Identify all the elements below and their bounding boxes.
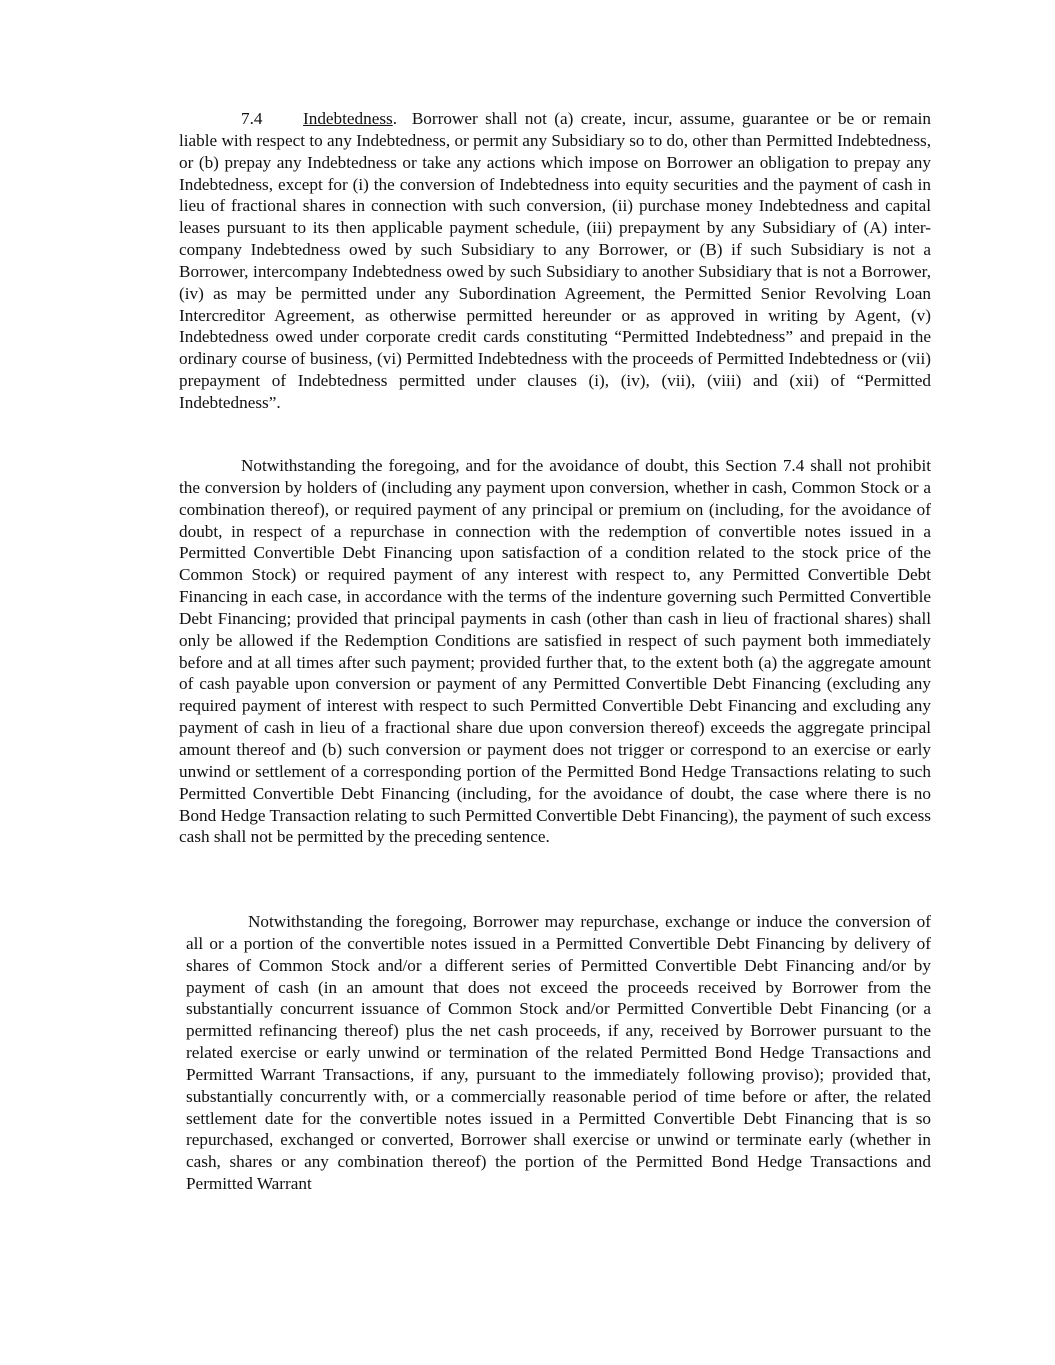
section-number: 7.4 bbox=[241, 109, 263, 128]
repurchase-paragraph: Notwithstanding the foregoing, Borrower may repurchase, exchange or induce the conversion of all or a portion of the convertible notes issued in a Permitted Convertible Debt Financing by delivery of shares of Common Stock and/or a different series of Permitted Convertible Debt Financing and/or by payment of cash (in an amount that does not exceed the proceeds received by Borrower from the substantially concurrent issuance of Common Stock and/or Permitted Convertible Debt Financing (or a permitted refinancing thereof) plus the net cash proceeds, if any, received by Borrower pursuant to the related exercise or early unwind or termination of the related Permitted Bond Hedge Transactions and Permitted Warrant Transactions, if any, pursuant to the immediately following proviso); provided that, substantially concurrently with, or a commercially reasonable period of time before or after, the related settlement date for the convertible notes issued in a Permitted Convertible Debt Financing that is so repurchased, exchanged or converted, Borrower shall exercise or unwind or terminate early (whether in cash, shares or any combination thereof) the portion of the Permitted Bond Hedge Transactions and Permitted Warrant bbox=[186, 912, 931, 1194]
section-heading-period: . bbox=[392, 109, 398, 128]
convertible-debt-paragraph: Notwithstanding the foregoing, and for the avoidance of doubt, this Section 7.4 shall not prohibit the conversion by holders of (including any payment upon conversion, whether in cash, Common Stock or a combination thereof), or required payment of any principal or premium on (including, for the avoidance of doubt, in respect of a repurchase in connection with the redemption of convertible notes issued in a Permitted Convertible Debt Financing upon satisfaction of a condition related to the stock price of the Common Stock) or required payment of any interest with respect to, any Permitted Convertible Debt Financing in each case, in accordance with the terms of the indenture governing such Permitted Convertible Debt Financing; provided that principal payments in cash (other than cash in lieu of fractional shares) shall only be allowed if the Redemption Conditions are satisfied in respect of such payment both immediately before and at all times after such payment; provided further that, to the extent both (a) the aggregate amount of cash payable upon conversion or payment of any Permitted Convertible Debt Financing (excluding any required payment of interest with respect to such Permitted Convertible Debt Financing and excluding any payment of cash in lieu of a fractional share due upon conversion thereof) exceeds the aggregate principal amount thereof and (b) such conversion or payment does not trigger or correspond to an exercise or early unwind or settlement of a corresponding portion of the Permitted Bond Hedge Transactions relating to such Permitted Convertible Debt Financing (including, for the avoidance of doubt, the case where there is no Bond Hedge Transaction relating to such Permitted Convertible Debt Financing), the payment of such excess cash shall not be permitted by the preceding sentence. bbox=[179, 456, 931, 847]
section-heading: Indebtedness bbox=[303, 109, 393, 128]
section-7-4-paragraph bbox=[179, 108, 931, 414]
section-body-text: Borrower shall not (a) create, incur, assume, guarantee or be or remain liable with respect to any Indebtedness, or permit any Subsidiary so to do, other than Permitted Indebtedness, or (b) prepay any Indebtedness or take any actions which impose on Borrower an obligation to prepay any Indebtedness, except for (i) the conversion of Indebtedness into equity securities and the payment of cash in lieu of fractional shares in connection with such conversion, (ii) purchase money Indebtedness and capital leases pursuant to its then applicable payment schedule, (iii) prepayment by any Subsidiary of (A) inter-company Indebtedness owed by such Subsidiary to any Borrower, or (B) if such Subsidiary is not a Borrower, intercompany Indebtedness owed by such Subsidiary to another Subsidiary that is not a Borrower, (iv) as may be permitted under any Subordination Agreement, the Permitted Senior Revolving Loan Intercreditor Agreement, as otherwise permitted hereunder or as approved in writing by Agent, (v) Indebtedness owed under corporate credit cards constituting “Permitted Indebtedness” and prepaid in the ordinary course of business, (vi) Permitted Indebtedness with the proceeds of Permitted Indebtedness or (vii) prepayment of Indebtedness permitted under clauses (i), (iv), (vii), (viii) and (xii) of “Permitted Indebtedness”. bbox=[179, 109, 931, 412]
